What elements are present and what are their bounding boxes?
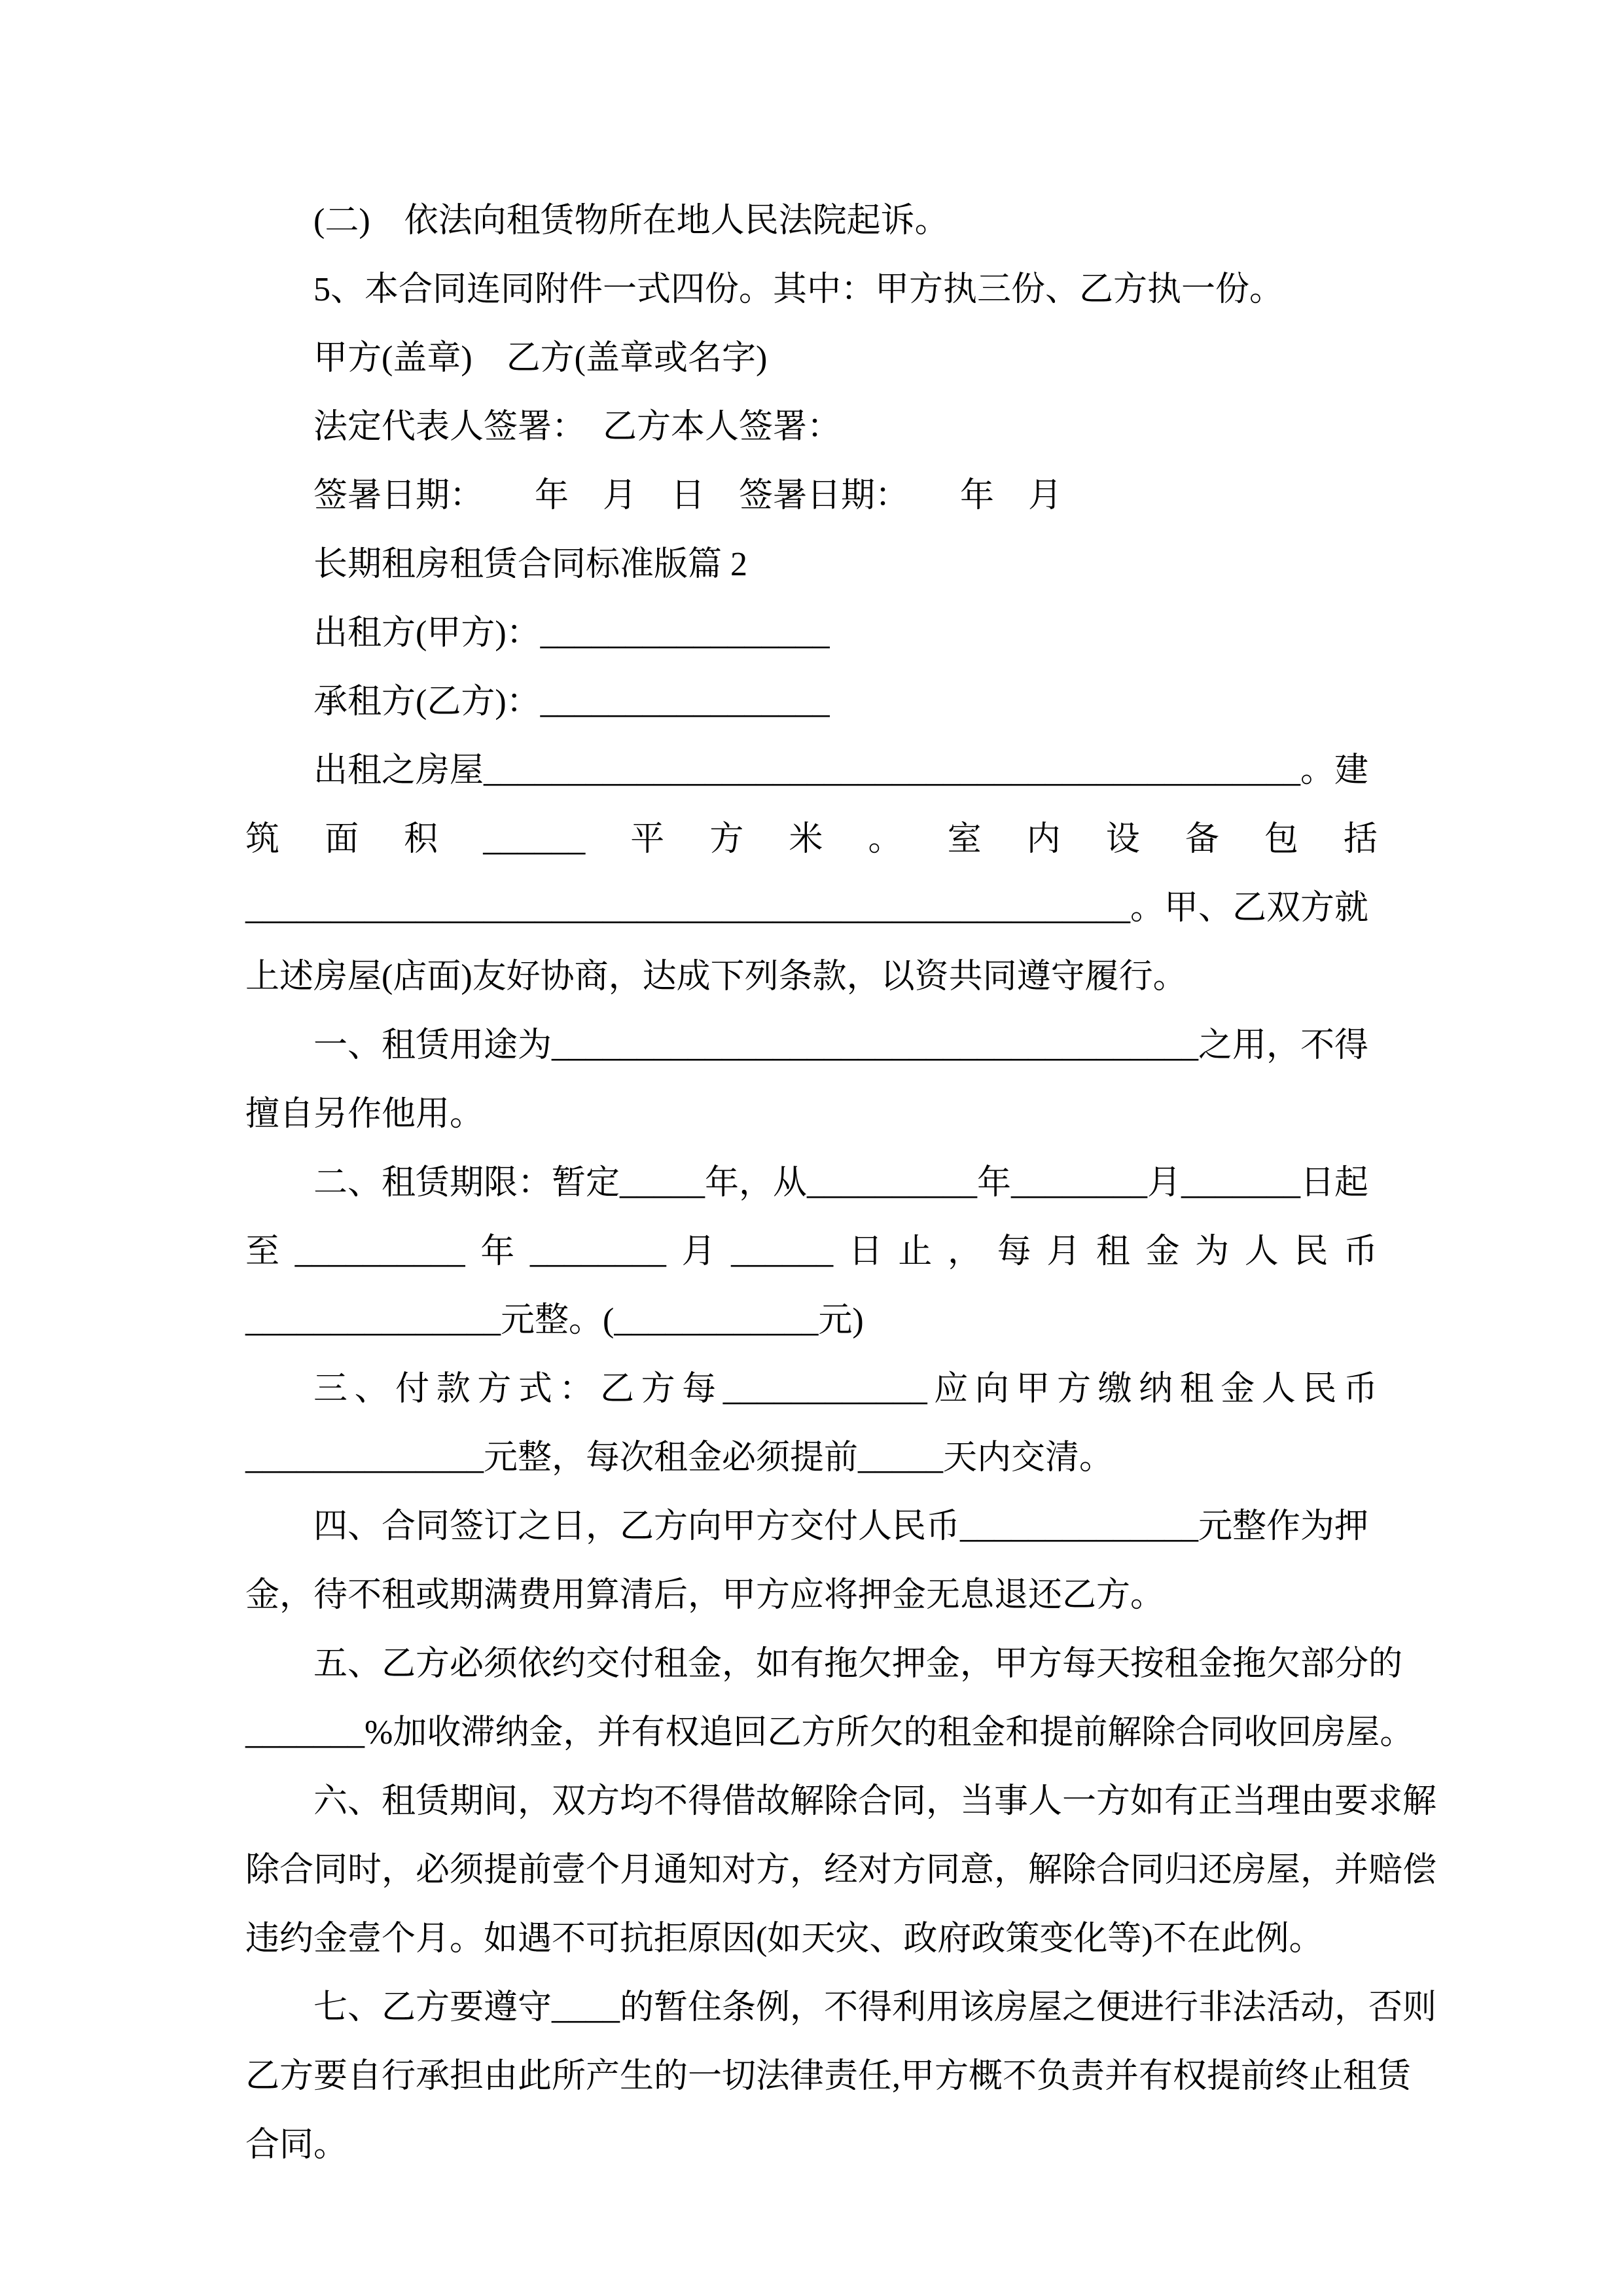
doc-line-29: 合同。 <box>245 2126 348 2164</box>
doc-line-13-clause-1: 一、租赁用途为______________________________________之用，不得 <box>313 1027 1369 1064</box>
contract-page <box>245 187 1437 2179</box>
doc-line-3-signature-labels: 甲方(盖章) 乙方(盖章或名字) <box>313 340 768 377</box>
doc-line-20-clause-4: 四、合同签订之日，乙方向甲方交付人民币______________元整作为押 <box>313 1508 1369 1545</box>
doc-line-8-lessee-blank: 承租方(乙方)：_________________ <box>313 683 830 721</box>
doc-line-5-sign-date: 签暑日期： 年 月 日 签暑日期： 年 月 <box>313 477 1063 514</box>
doc-line-28: 乙方要自行承担由此所产生的一切法律责任,甲方概不负责并有权提前终止租赁 <box>245 2058 1412 2095</box>
doc-line-18-clause-3: 三、付款方式：乙方每____________应向甲方缴纳租金人民币 <box>313 1371 1378 1408</box>
doc-line-23-late-fee-blank: _______%加收滞纳金，并有权追回乙方所欠的租金和提前解除合同收回房屋。 <box>245 1714 1414 1751</box>
doc-line-27-clause-7: 七、乙方要遵守____的暂住条例，不得利用该房屋之便进行非法活动，否则 <box>313 1989 1437 2026</box>
doc-line-25: 除合同时，必须提前壹个月通知对方，经对方同意，解除合同归还房屋，并赔偿 <box>245 1852 1437 1889</box>
doc-line-21: 金，待不租或期满费用算清后，甲方应将押金无息退还乙方。 <box>245 1577 1165 1614</box>
doc-line-10-area-blank: 筑面积______平方米。室内设备包括 <box>245 821 1378 858</box>
doc-line-26: 违约金壹个月。如遇不可抗拒原因(如天灾、政府政策变化等)不在此例。 <box>245 1920 1323 1958</box>
doc-line-12: 上述房屋(店面)友好协商，达成下列条款，以资共同遵守履行。 <box>245 958 1187 996</box>
doc-title-line: 长期租房租赁合同标准版篇 2 <box>313 546 748 583</box>
doc-line-14: 擅自另作他用。 <box>245 1096 484 1133</box>
doc-line-2: 5、本合同连同附件一式四份。其中：甲方执三份、乙方执一份。 <box>313 271 1284 308</box>
doc-line-11-equipment-blank: ____________________________________________________。甲、乙双方就 <box>245 889 1369 927</box>
doc-line-17-rent-amount-blank: _______________元整。(____________元) <box>245 1302 864 1339</box>
doc-line-1: (二) 依法向租赁物所在地人民法院起诉。 <box>313 202 949 240</box>
doc-line-7-lessor-blank: 出租方(甲方)：_________________ <box>313 615 830 652</box>
doc-line-4-representative-sign: 法定代表人签署： 乙方本人签署： <box>313 408 842 446</box>
doc-line-9-house-blank: 出租之房屋________________________________________________。建 <box>313 752 1369 789</box>
doc-line-22-clause-5: 五、乙方必须依约交付租金，如有拖欠押金，甲方每天按租金拖欠部分的 <box>313 1645 1403 1683</box>
doc-line-24-clause-6: 六、租赁期间，双方均不得借故解除合同，当事人一方如有正当理由要求解 <box>313 1783 1437 1820</box>
doc-line-15-clause-2: 二、租赁期限：暂定_____年，从__________年________月_______日起 <box>313 1164 1369 1202</box>
doc-line-16: 至__________年________月______日止，每月租金为人民币 <box>245 1233 1378 1270</box>
doc-line-19: ______________元整，每次租金必须提前_____天内交清。 <box>245 1439 1114 1477</box>
